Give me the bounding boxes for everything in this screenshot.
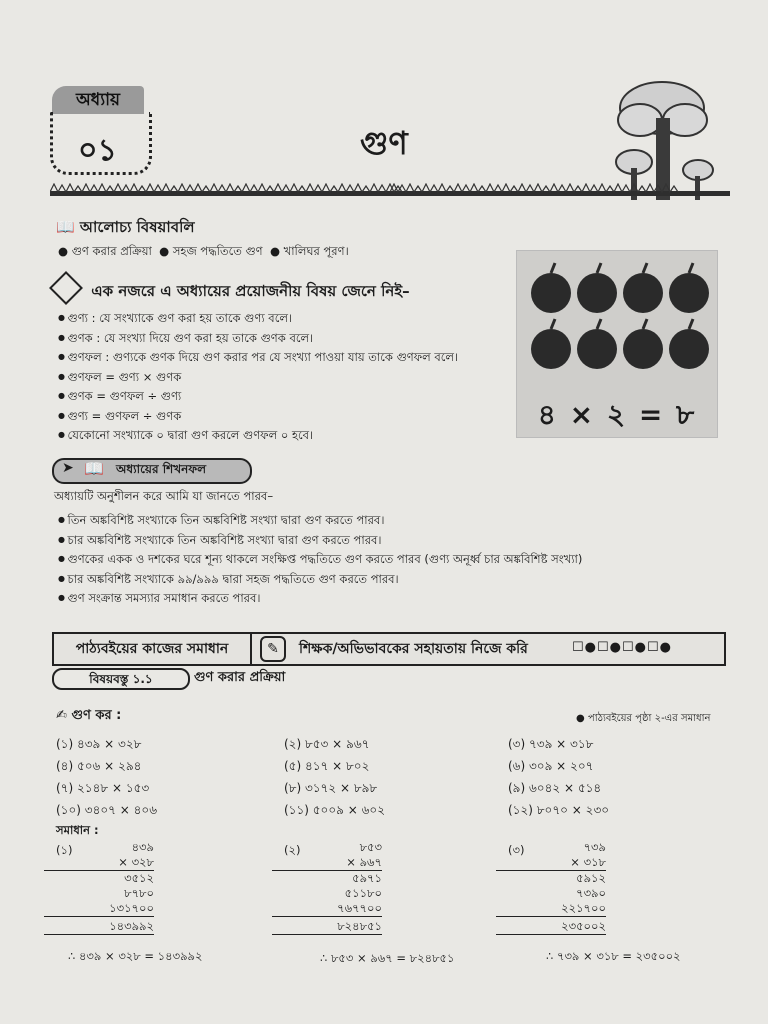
problem-item: (৩) ৭৩৯ × ৩১৮ — [508, 737, 594, 751]
multiplier: × ৩১৮ — [496, 855, 606, 871]
final-product: ১৪৩৯৯২ — [44, 919, 154, 935]
problem-item: (১২) ৮০৭০ × ২৩০ — [508, 803, 610, 817]
list-item: ● চার অঙ্কবিশিষ্ট সংখ্যাকে তিন অঙ্কবিশিষ্ট সংখ্যা দ্বারা গুণ করতে পারব। — [58, 530, 582, 550]
page-reference: ● পাঠ্যবইয়ের পৃষ্ঠা ২-এর সমাধান — [576, 713, 711, 724]
topics-section — [56, 216, 195, 241]
list-item: ● গুণফল = গুণ্য × গুণক — [58, 367, 458, 387]
apples-illustration — [517, 251, 717, 391]
problem-item: (৪) ৫০৬ × ২৯৪ — [56, 759, 142, 773]
list-item: ● গুণ সংক্রান্ত সমস্যার সমাধান করতে পারব। — [58, 588, 582, 608]
writing-icon: ✍ — [56, 708, 67, 723]
exercise-heading-row — [56, 706, 121, 727]
essentials-list — [58, 308, 458, 445]
outcomes-pill — [52, 458, 252, 484]
chapter-title: গুণ — [360, 124, 408, 162]
solution-work — [44, 840, 154, 935]
topics-heading: আলোচ্য বিষয়াবলি — [79, 218, 195, 236]
topic-item: গুণ করার প্রক্রিয়া — [71, 244, 152, 258]
solution-result: ∴ ৭৩৯ × ৩১৮ = ২৩৫০০২ — [546, 949, 681, 963]
final-product: ৮২৪৮৫১ — [272, 919, 382, 935]
topics-list: ● গুণ করার প্রক্রিয়া ● সহজ পদ্ধতিতে গুণ ● খালিঘর পূরণ। — [58, 244, 349, 258]
partial-product: ৫৯৭১ — [352, 871, 382, 885]
problem-item: (১১) ৫০০৯ × ৬০২ — [284, 803, 386, 817]
multiplicand: ৪৩৯ — [131, 840, 154, 854]
problem-item: (৮) ৩১৭২ × ৮৯৮ — [284, 781, 378, 795]
topic-item: খালিঘর পূরণ। — [283, 244, 349, 258]
banner-left-label: পাঠ্যবইয়ের কাজের সমাধান — [54, 634, 252, 664]
problem-item: (৭) ২১৪৮ × ১৫৩ — [56, 781, 150, 795]
book-open-icon: 📖 — [84, 459, 104, 478]
solution-number: (২) — [284, 843, 301, 857]
problem-item: (৬) ৩০৯ × ২০৭ — [508, 759, 594, 773]
partial-product: ৫১১৮০ — [344, 886, 382, 900]
multiplicand: ৭৩৯ — [583, 840, 606, 854]
grass-divider — [50, 183, 730, 199]
partial-product: ২২১৭০০ — [496, 901, 606, 917]
outcomes-heading: অধ্যায়ের শিখনফল — [116, 462, 207, 476]
multiplicand: ৮৫৩ — [359, 840, 382, 854]
tools-icon — [49, 271, 83, 305]
problem-item: (৯) ৬০৪২ × ৫১৪ — [508, 781, 602, 795]
textbook-solution-banner — [52, 632, 726, 666]
subsection-title: গুণ করার প্রক্রিয়া — [194, 670, 286, 685]
outcomes-list — [58, 510, 582, 608]
list-item: ● গুণফল : গুণ্যকে গুণক দিয়ে গুণ করার পর যে সংখ্যা পাওয়া যায় তাকে গুণফল বলে। — [58, 347, 458, 367]
solution-work — [272, 840, 382, 935]
apple-multiplication-figure — [516, 250, 718, 438]
list-item: ● গুণক = গুণফল ÷ গুণ্য — [58, 386, 458, 406]
chapter-label: অধ্যায় — [52, 86, 144, 114]
book-icon: 📖 — [56, 218, 75, 236]
arrow-icon: ➤ — [62, 460, 74, 476]
solution-result: ∴ ৮৫৩ × ৯৬৭ = ৮২৪৮৫১ — [320, 951, 455, 965]
exercise-heading: গুণ কর : — [71, 708, 122, 723]
solution-number: (১) — [56, 843, 73, 857]
partial-product: ১৩১৭০০ — [44, 901, 154, 917]
list-item: ● গুণ্য : যে সংখ্যাকে গুণ করা হয় তাকে গুণ্য বলে। — [58, 308, 458, 328]
final-product: ২৩৫০০২ — [496, 919, 606, 935]
multiplier: × ৯৬৭ — [272, 855, 382, 871]
list-item: ● গুণ্য = গুণফল ÷ গুণক — [58, 406, 458, 426]
solution-number: (৩) — [508, 843, 525, 857]
solution-result: ∴ ৪৩৯ × ৩২৮ = ১৪৩৯৯২ — [68, 949, 203, 963]
multiplier: × ৩২৮ — [44, 855, 154, 871]
problem-item: (৫) ৪১৭ × ৮০২ — [284, 759, 370, 773]
list-item: ● যেকোনো সংখ্যাকে ০ দ্বারা গুণ করলে গুণফল ০ হবে। — [58, 425, 458, 445]
outcomes-intro: অধ্যায়টি অনুশীলন করে আমি যা জানতে পারব– — [54, 489, 274, 503]
partial-product: ৮৭৮০ — [124, 886, 154, 900]
problem-item: (২) ৮৫৩ × ৯৬৭ — [284, 737, 370, 751]
list-item: ● গুণকের একক ও দশকের ঘরে শূন্য থাকলে সংক্ষিপ্ত পদ্ধতিতে গুণ করতে পারব (গুণ্য অনূর্ধ্ব চার অঙ্কবিশিষ্ট সংখ্যা) — [58, 549, 582, 569]
partial-product: ৭৬৭৭০০ — [272, 901, 382, 917]
apple-equation: ৪ × ২ = ৮ — [537, 398, 697, 431]
solution-label: সমাধান : — [56, 823, 99, 837]
list-item: ● গুণক : যে সংখ্যা দিয়ে গুণ করা হয় তাকে গুণক বলে। — [58, 328, 458, 348]
partial-product: ৭৩৯০ — [576, 886, 606, 900]
essentials-section — [54, 276, 410, 305]
solution-work — [496, 840, 606, 935]
list-item: ● তিন অঙ্কবিশিষ্ট সংখ্যাকে তিন অঙ্কবিশিষ্ট সংখ্যা দ্বারা গুণ করতে পারব। — [58, 510, 582, 530]
checkbox-icons: ☐●☐●☐●☐● — [572, 640, 672, 655]
pencil-note-icon: ✎ — [260, 636, 286, 662]
chapter-number: ০১ — [78, 133, 117, 168]
problem-item: (১) ৪৩৯ × ৩২৮ — [56, 737, 142, 751]
problem-item: (১০) ৩৪০৭ × ৪০৬ — [56, 803, 158, 817]
partial-product: ৩৫১২ — [124, 871, 154, 885]
partial-product: ৫৯১২ — [576, 871, 606, 885]
essentials-heading: এক নজরে এ অধ্যায়ের প্রয়োজনীয় বিষয় জেনে নিই– — [91, 282, 410, 300]
list-item: ● চার অঙ্কবিশিষ্ট সংখ্যাকে ৯৯/৯৯৯ দ্বারা সহজ পদ্ধতিতে গুণ করতে পারব। — [58, 569, 582, 589]
page-ref-text: পাঠ্যবইয়ের পৃষ্ঠা ২-এর সমাধান — [587, 713, 711, 724]
banner-right-label: শিক্ষক/অভিভাবকের সহায়তায় নিজে করি — [299, 641, 528, 657]
subsection-label: বিষয়বস্তু ১.১ — [52, 668, 190, 690]
topic-item: সহজ পদ্ধতিতে গুণ — [172, 244, 263, 258]
